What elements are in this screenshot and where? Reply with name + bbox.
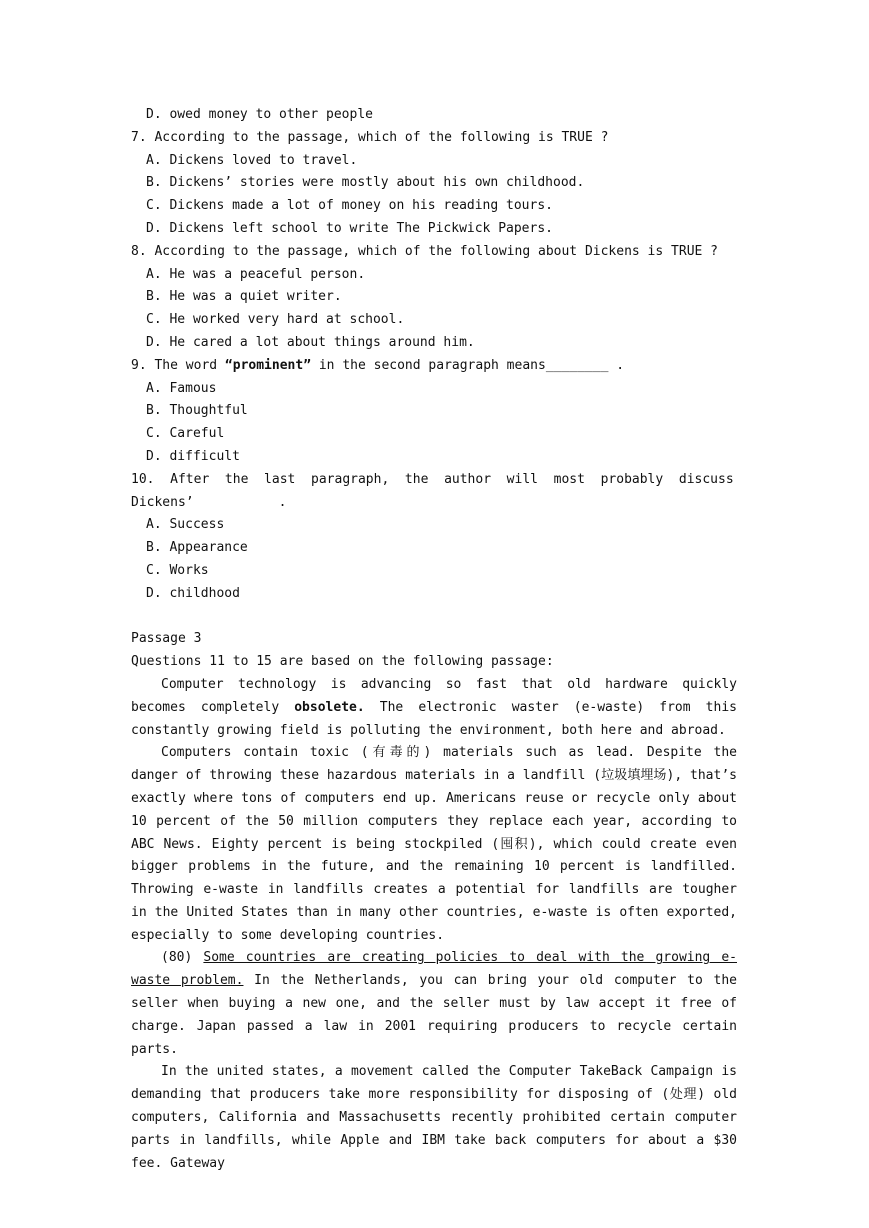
q10-stem-line1: 10. After the last paragraph, the author will most probably discuss — [131, 471, 734, 487]
q10-option-b: B. Appearance — [146, 540, 248, 556]
q9-stem-pre: 9. The word — [131, 357, 225, 373]
q7-option-c: C. Dickens made a lot of money on his reading tours. — [146, 198, 553, 214]
paragraph-1 — [131, 674, 737, 742]
p3-underlined-sentence: Some countries are creating policies to deal with the growing e-waste problem. — [131, 950, 737, 989]
q9-option-d: D. difficult — [146, 448, 240, 464]
q9-option-b: B. Thoughtful — [146, 403, 248, 419]
q7-stem: 7. According to the passage, which of the following is TRUE ? — [131, 129, 609, 145]
q10-option-a: A. Success — [146, 517, 225, 533]
passage-title: Passage 3 — [131, 631, 202, 647]
p1-post: The electronic waster (e-waste) from this constantly growing field is polluting the environment, both here and abroad. — [131, 699, 737, 738]
q7-option-a: A. Dickens loved to travel. — [146, 152, 358, 168]
passage-3 — [131, 628, 737, 1175]
q8-option-d: D. He cared a lot about things around him. — [146, 334, 475, 350]
q8-option-c: C. He worked very hard at school. — [146, 312, 405, 328]
q9-keyword: “prominent” — [224, 357, 312, 373]
q9-stem-post: in the second paragraph means________ . — [311, 357, 625, 373]
paragraph-4: In the united states, a movement called the Computer TakeBack Campaign is demanding that producers take more responsibility for disposing of (处理) old computers, California and Massachusetts recently prohibited certain computer parts in landfills, while Apple and IBM take back computers for about a $30 fee. Gateway — [131, 1064, 737, 1171]
section-gap — [131, 606, 737, 629]
passage-intro: Questions 11 to 15 are based on the following passage: — [131, 654, 554, 670]
q8-option-a: A. He was a peaceful person. — [146, 266, 366, 282]
q9-option-a: A. Famous — [146, 380, 217, 396]
q10-stem-post: . — [278, 494, 287, 510]
p1-pre: Computer technology is advancing so fast that old hardware quickly becomes completely — [131, 676, 737, 715]
q6-option-d: D. owed money to other people — [146, 107, 373, 122]
q9-option-c: C. Careful — [146, 426, 225, 442]
q10-stem-line2 — [131, 492, 737, 515]
question-9 — [131, 355, 737, 469]
paragraph-3 — [131, 947, 737, 1061]
paragraph-2: Computers contain toxic (有毒的) materials such as lead. Despite the danger of throwing these hazardous materials in a landfill (垃圾填埋场), that’s exactly where tons of computers end up. Americans reuse or recycle only about 10 percent of the 50 million computers they replace each year, according to ABC News. Eighty percent is being stockpiled (囤积), which could create even bigger problems in the future, and the remaining 10 percent is landfilled. Throwing e-waste in landfills creates a potential for landfills are tougher in the United States than in many other countries, e-waste is often exported, especially to some developing countries. — [131, 745, 737, 943]
question-8 — [131, 241, 737, 355]
p3-post: In the Netherlands, you can bring your old computer to the seller when buying a new one, and the seller must by law accept it free of charge. Japan passed a law in 2001 requiring producers to recycle certain parts. — [131, 973, 737, 1057]
question-7 — [131, 127, 737, 241]
q10-option-c: C. Works — [146, 562, 209, 578]
q8-option-b: B. He was a quiet writer. — [146, 289, 342, 305]
q9-stem — [131, 355, 737, 378]
q7-option-b: B. Dickens’ stories were mostly about his own childhood. — [146, 175, 585, 191]
p1-keyword: obsolete. — [294, 699, 365, 715]
p3-number: (80) — [161, 950, 204, 966]
question-10 — [131, 469, 737, 606]
q8-stem: 8. According to the passage, which of the following about Dickens is TRUE ? — [131, 243, 718, 259]
document-page — [131, 104, 737, 1175]
q10-option-d: D. childhood — [146, 585, 240, 601]
q7-option-d: D. Dickens left school to write The Pickwick Papers. — [146, 220, 553, 236]
q10-stem-pre: Dickens’ — [131, 494, 194, 510]
